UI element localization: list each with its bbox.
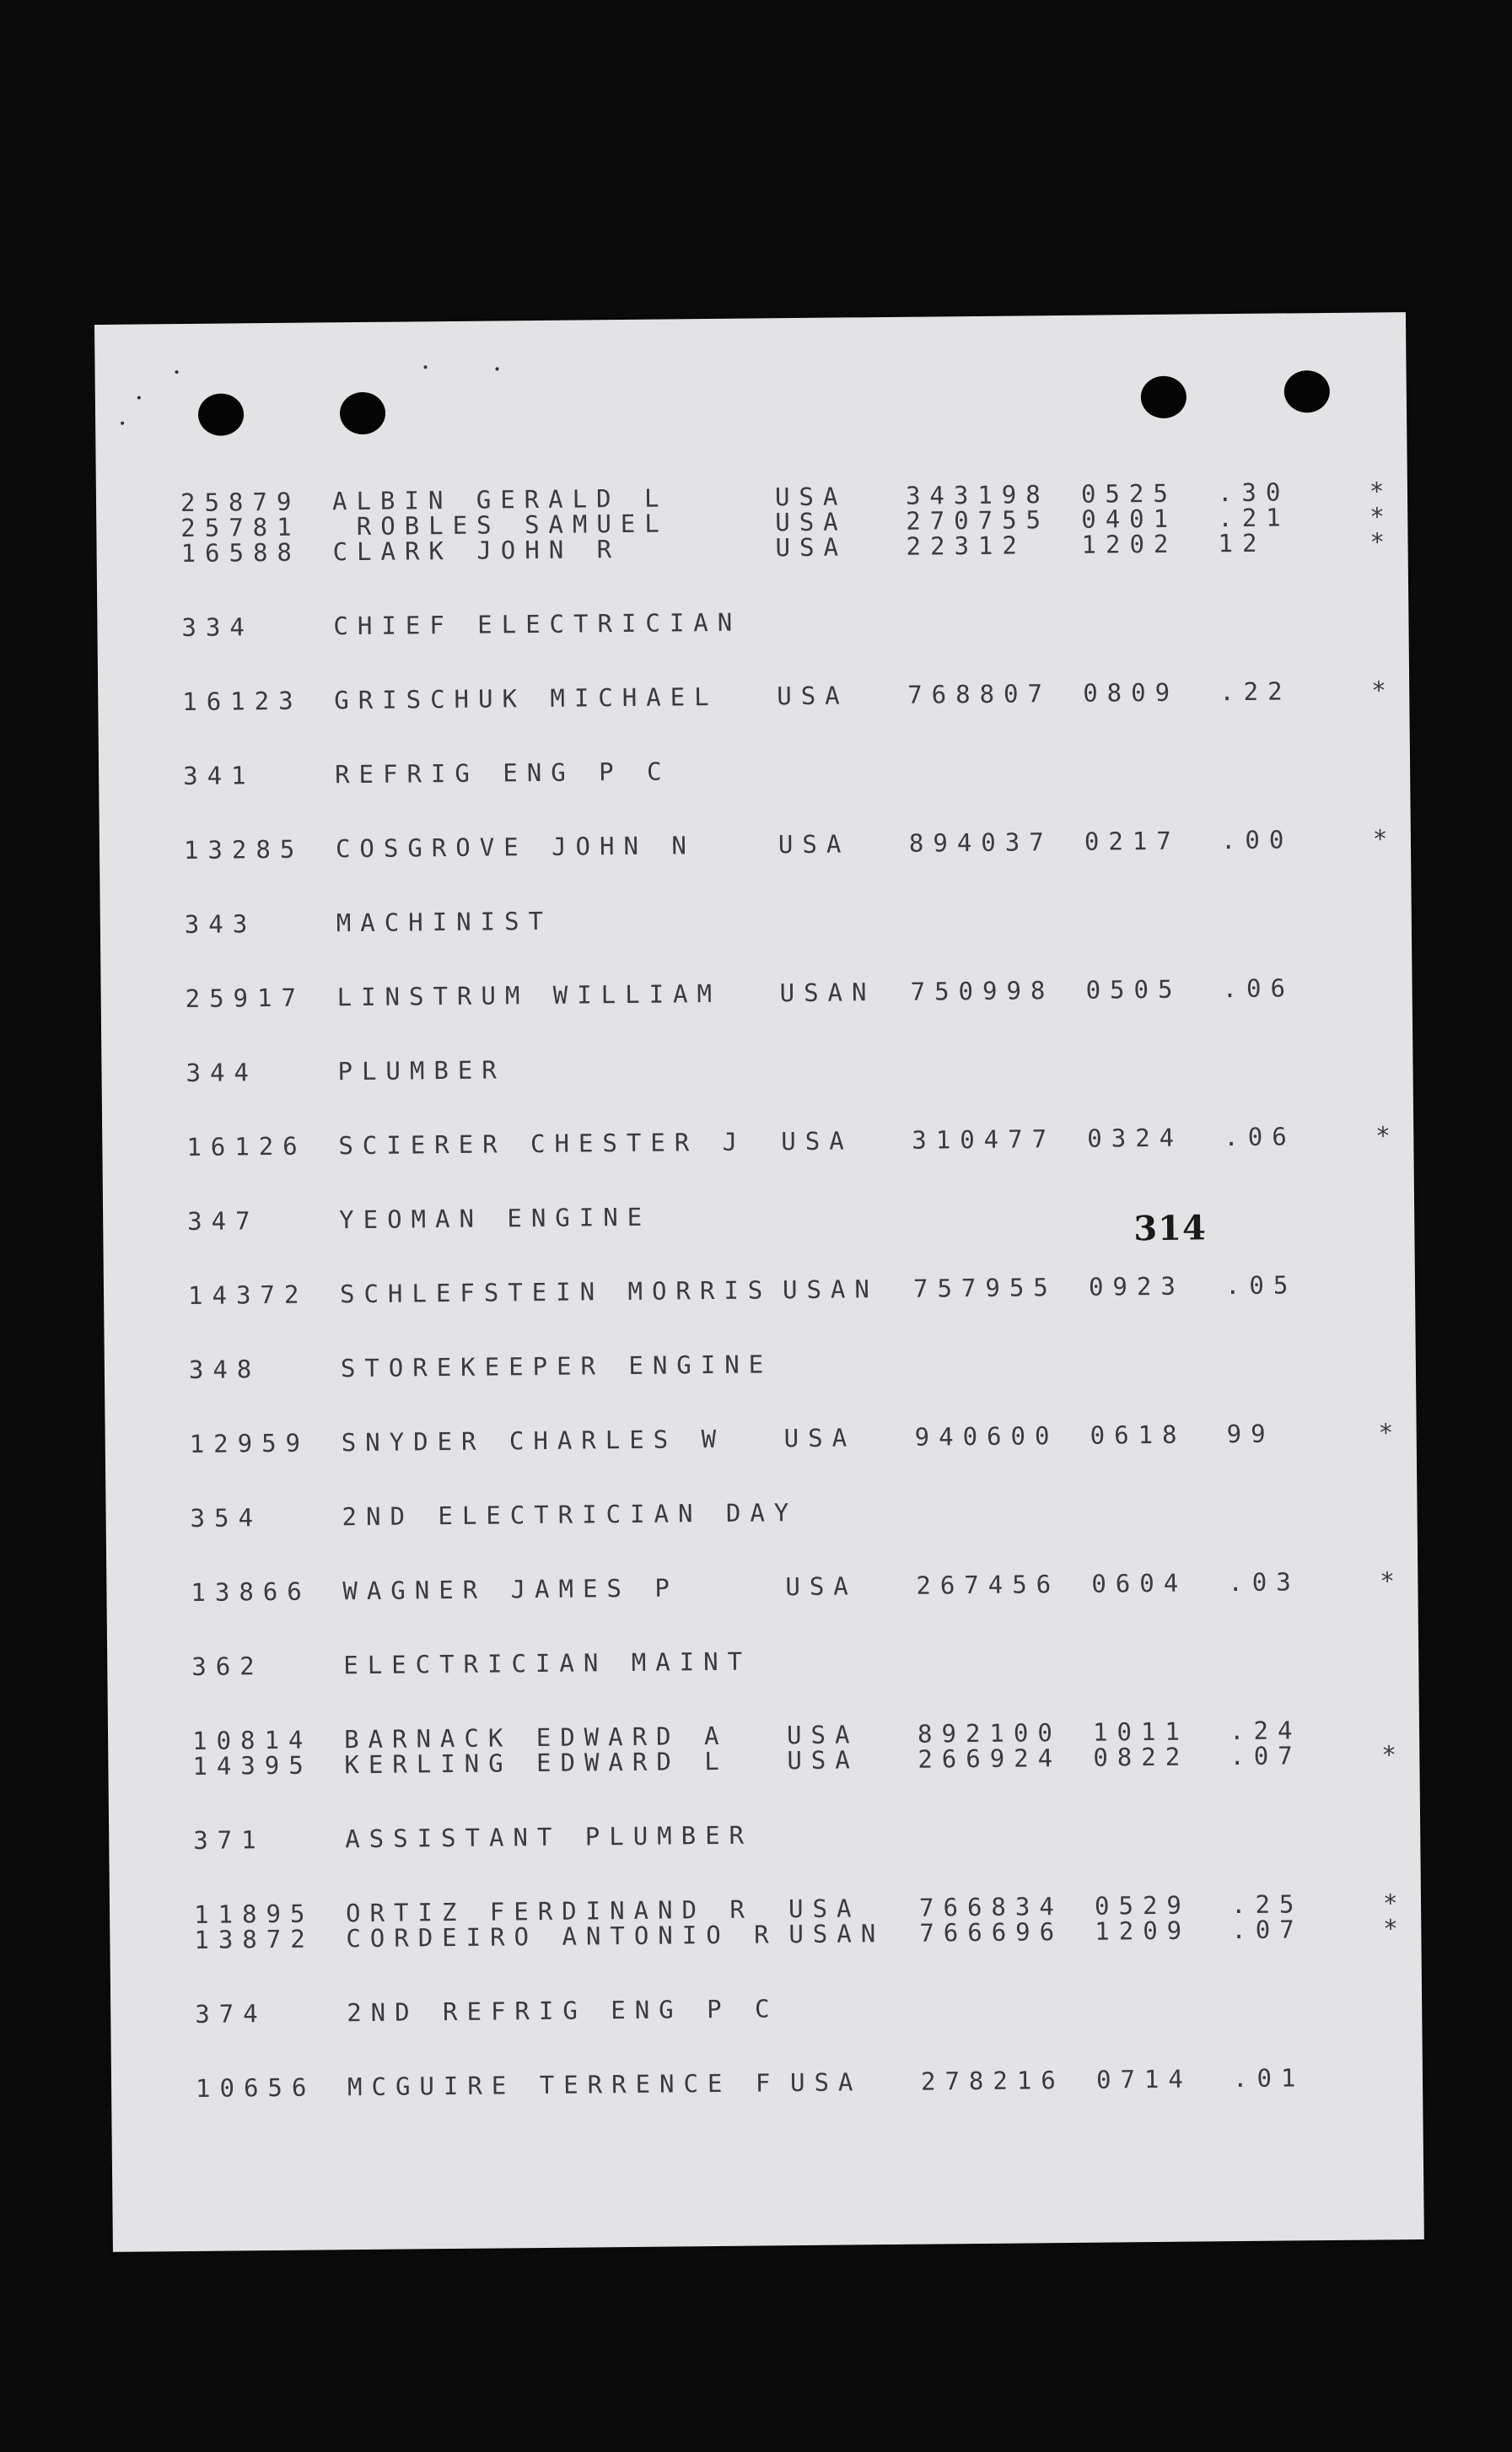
employee-number: 894037: [908, 827, 1053, 858]
speck: [496, 367, 499, 370]
speck: [175, 370, 179, 374]
employee-number: 766834: [918, 1892, 1063, 1922]
employee-number: 757955: [912, 1273, 1057, 1303]
date-code: 0324: [1087, 1123, 1184, 1153]
asterisk-mark: *: [1372, 824, 1397, 854]
category-code: 334: [181, 612, 255, 643]
asterisk-mark: *: [1369, 527, 1395, 557]
punch-hole: [1284, 370, 1330, 413]
asterisk-mark: *: [1371, 676, 1396, 705]
citizenship: USA: [785, 1571, 858, 1602]
citizenship: USA: [786, 1720, 859, 1750]
citizenship: USA: [789, 2067, 863, 2098]
employee-number: 22312: [906, 531, 1027, 561]
category-title: ASSISTANT PLUMBER: [345, 1820, 754, 1854]
page-number-stamp: 314: [1133, 1208, 1208, 1249]
citizenship: USA: [787, 1745, 859, 1776]
employee-id: 14372: [187, 1280, 309, 1310]
employee-id: 11895: [193, 1899, 315, 1929]
document-page: [94, 312, 1424, 2252]
employee-number: 267456: [916, 1570, 1061, 1600]
value-code: .24: [1229, 1716, 1302, 1746]
category-title: YEOMAN ENGINE: [339, 1202, 652, 1235]
asterisk-mark: *: [1369, 502, 1394, 531]
roster-listing: [180, 477, 1407, 2103]
employee-number: 270755: [906, 505, 1051, 536]
employee-name: LINSTRUM WILLIAM: [336, 978, 722, 1012]
citizenship: USA: [775, 507, 847, 537]
employee-name: ROBLES SAMUEL: [332, 509, 669, 542]
asterisk-mark: *: [1369, 477, 1394, 506]
value-code: 12: [1218, 528, 1267, 558]
employee-name: WAGNER JAMES P: [342, 1573, 680, 1606]
employee-number: 892100: [917, 1718, 1063, 1749]
speck: [137, 396, 141, 399]
employee-name: SNYDER CHARLES W: [341, 1424, 726, 1458]
asterisk-mark: *: [1382, 1889, 1407, 1918]
value-code: .05: [1224, 1270, 1298, 1301]
employee-name: SCHLEFSTEIN MORRIS: [339, 1275, 772, 1309]
employee-id: 25917: [185, 983, 306, 1014]
employee-number: 278216: [920, 2066, 1065, 2096]
asterisk-mark: *: [1383, 1914, 1407, 1943]
date-code: 0604: [1091, 1568, 1188, 1598]
employee-number: 940600: [914, 1421, 1059, 1452]
employee-id: 14395: [192, 1750, 313, 1781]
employee-name: CORDEIRO ANTONIO R: [346, 1920, 778, 1954]
value-code: .07: [1231, 1915, 1304, 1945]
date-code: 1209: [1095, 1916, 1192, 1946]
value-code: .21: [1218, 503, 1290, 533]
category-code: 344: [186, 1058, 259, 1087]
category-title: PLUMBER: [337, 1055, 506, 1086]
punch-hole: [1141, 376, 1186, 419]
value-code: .07: [1230, 1741, 1302, 1771]
employee-id: 16123: [182, 686, 303, 717]
category-code: 347: [187, 1206, 260, 1236]
employee-number: 310477: [912, 1124, 1057, 1155]
value-code: .06: [1222, 973, 1295, 1004]
citizenship: USAN: [782, 1275, 880, 1305]
citizenship: USA: [783, 1423, 857, 1453]
employee-id: 25781: [180, 512, 301, 543]
citizenship: USAN: [779, 978, 876, 1008]
employee-number: 343198: [905, 480, 1050, 510]
value-code: .06: [1224, 1122, 1296, 1152]
employee-number: 766696: [919, 1917, 1064, 1948]
punch-hole: [340, 392, 385, 435]
citizenship: USAN: [788, 1919, 885, 1949]
citizenship: USA: [774, 482, 847, 512]
employee-name: COSGROVE JOHN N: [335, 831, 697, 864]
employee-id: 16588: [180, 537, 302, 569]
citizenship: USA: [775, 532, 848, 563]
asterisk-mark: *: [1380, 1566, 1404, 1596]
employee-number: 266924: [917, 1743, 1063, 1774]
category-code: 341: [182, 761, 256, 791]
date-code: 0401: [1081, 504, 1178, 534]
category-title: REFRIG ENG P C: [334, 757, 671, 789]
date-code: 0714: [1095, 2064, 1193, 2094]
citizenship: USA: [788, 1894, 861, 1924]
category-code: 362: [191, 1652, 264, 1681]
value-code: .01: [1232, 2063, 1305, 2094]
employee-id: 10814: [191, 1725, 313, 1755]
citizenship: USA: [777, 681, 849, 711]
employee-id: 13872: [194, 1924, 315, 1954]
speck: [423, 365, 427, 369]
employee-name: ORTIZ FERDINAND R: [345, 1894, 755, 1928]
employee-id: 10656: [195, 2072, 316, 2103]
employee-id: 13866: [191, 1576, 311, 1607]
employee-name: ALBIN GERALD L: [331, 483, 669, 516]
employee-id: 12959: [189, 1428, 310, 1458]
speck: [121, 422, 124, 425]
employee-id: 13285: [183, 834, 304, 865]
employee-number: 750998: [910, 976, 1055, 1006]
date-code: 0217: [1084, 826, 1181, 856]
employee-name: GRISCHUK MICHAEL: [334, 682, 718, 715]
value-code: .03: [1228, 1567, 1300, 1598]
employee-name: MCGUIRE TERRENCE F: [347, 2068, 780, 2102]
date-code: 0809: [1083, 677, 1180, 708]
category-code: 374: [195, 1999, 267, 2029]
employee-name: CLARK JOHN R: [332, 535, 621, 567]
value-code: 99: [1226, 1419, 1275, 1449]
date-code: 0822: [1093, 1742, 1190, 1772]
category-title: ELECTRICIAN MAINT: [343, 1646, 752, 1680]
employee-id: 16126: [186, 1131, 307, 1161]
category-code: 343: [184, 909, 257, 940]
citizenship: USA: [778, 829, 851, 860]
value-code: .22: [1219, 676, 1292, 707]
value-code: .25: [1230, 1889, 1304, 1920]
value-code: .00: [1220, 825, 1294, 855]
date-code: 1202: [1081, 529, 1178, 559]
category-code: 348: [188, 1355, 261, 1384]
asterisk-mark: *: [1381, 1740, 1406, 1770]
employee-number: 768807: [907, 679, 1052, 709]
category-title: 2ND REFRIG ENG P C: [347, 1994, 779, 2028]
category-title: CHIEF ELECTRICIAN: [333, 607, 742, 641]
date-code: 0618: [1090, 1420, 1186, 1450]
punch-hole: [198, 393, 244, 436]
value-code: .30: [1217, 477, 1290, 508]
employee-name: SCIERER CHESTER J: [338, 1127, 747, 1161]
category-code: 371: [193, 1825, 266, 1855]
category-code: 354: [190, 1503, 263, 1533]
category-title: MACHINIST: [336, 906, 553, 938]
asterisk-mark: *: [1375, 1121, 1400, 1151]
employee-name: KERLING EDWARD L: [344, 1746, 729, 1780]
date-code: 1011: [1092, 1716, 1190, 1747]
date-code: 0529: [1094, 1890, 1192, 1921]
employee-id: 25879: [180, 487, 301, 518]
category-title: 2ND ELECTRICIAN DAY: [342, 1498, 799, 1532]
employee-name: BARNACK EDWARD A: [343, 1721, 729, 1754]
citizenship: USA: [781, 1126, 853, 1156]
category-title: STOREKEEPER ENGINE: [340, 1350, 773, 1383]
date-code: 0923: [1088, 1271, 1186, 1301]
date-code: 0525: [1080, 478, 1177, 509]
asterisk-mark: *: [1378, 1418, 1403, 1447]
date-code: 0505: [1085, 974, 1182, 1005]
